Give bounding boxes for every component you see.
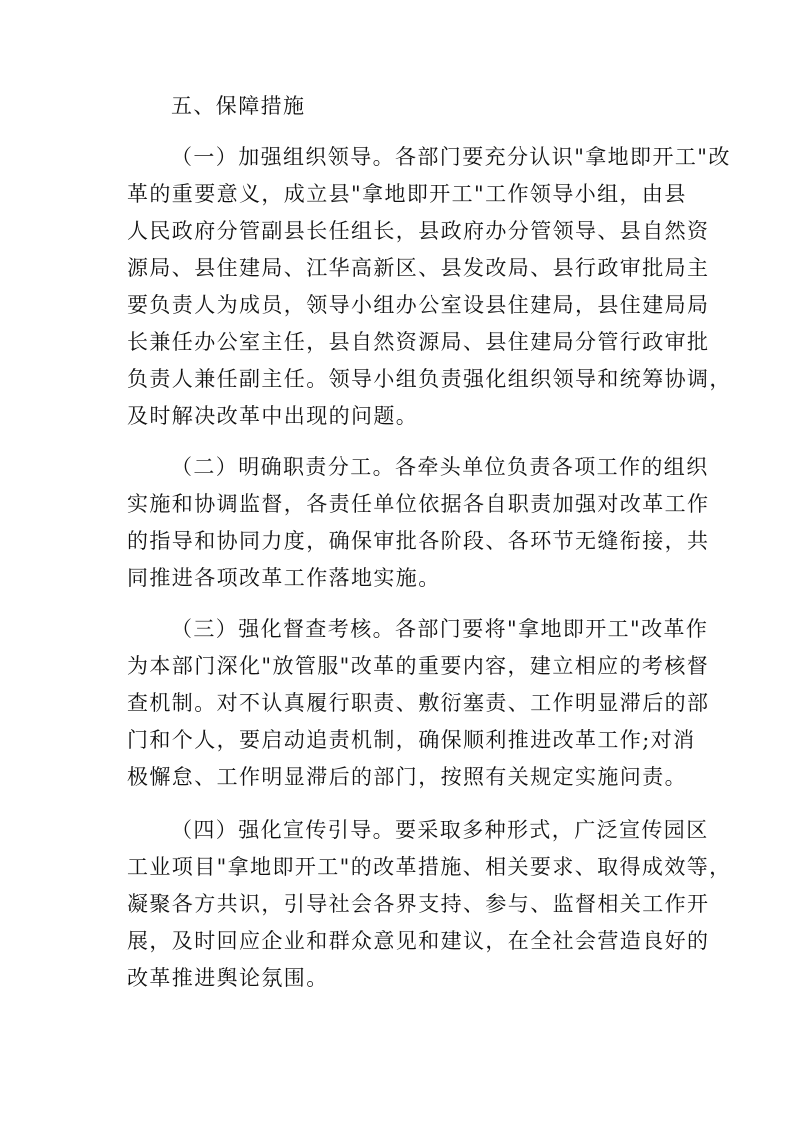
paragraph-line: 展，及时回应企业和群众意见和建议，在全社会营造良好的 (127, 929, 710, 953)
paragraph-line: 源局、县住建局、江华高新区、县发改局、县行政审批局主 (127, 256, 710, 280)
paragraph-line: （四）强化宣传引导。要采取多种形式，广泛宣传园区 (171, 818, 709, 842)
paragraph-line: 改革推进舆论氛围。 (127, 966, 329, 990)
paragraph-line: 人民政府分管副县长任组长，县政府办分管领导、县自然资 (127, 219, 710, 243)
paragraph-line: 的指导和协同力度，确保审批各阶段、各环节无缝衔接，共 (127, 529, 710, 553)
section-title: 五、保障措施 (171, 94, 306, 118)
paragraph-line: 同推进各项改革工作落地实施。 (127, 566, 441, 590)
paragraph-line: 查机制。对不认真履行职责、敷衍塞责、工作明显滞后的部 (127, 691, 710, 715)
paragraph-line: 门和个人，要启动追责机制，确保顺利推进改革工作;对消 (127, 728, 696, 752)
paragraph-line: 及时解决改革中出现的问题。 (127, 404, 419, 428)
paragraph-line: 革的重要意义，成立县"拿地即开工"工作领导小组，由县 (127, 182, 687, 206)
paragraph-line: 要负责人为成员，领导小组办公室设县住建局，县住建局局 (127, 293, 710, 317)
paragraph-line: 极懈怠、工作明显滞后的部门，按照有关规定实施问责。 (127, 765, 687, 789)
paragraph-line: 负责人兼任副主任。领导小组负责强化组织领导和统筹协调， (127, 367, 732, 391)
paragraph-line: 长兼任办公室主任，县自然资源局、县住建局分管行政审批 (127, 330, 710, 354)
paragraph-line: （三）强化督查考核。各部门要将"拿地即开工"改革作 (171, 617, 709, 641)
paragraph-line: 工业项目"拿地即开工"的改革措施、相关要求、取得成效等， (127, 855, 732, 879)
paragraph-line: 凝聚各方共识，引导社会各界支持、参与、监督相关工作开 (127, 892, 710, 916)
paragraph-line: 为本部门深化"放管服"改革的重要内容，建立相应的考核督 (127, 654, 710, 678)
paragraph-line: （二）明确职责分工。各牵头单位负责各项工作的组织 (171, 455, 709, 479)
paragraph-line: 实施和协调监督，各责任单位依据各自职责加强对改革工作 (127, 492, 710, 516)
paragraph-line: （一）加强组织领导。各部门要充分认识"拿地即开工"改 (171, 145, 731, 169)
